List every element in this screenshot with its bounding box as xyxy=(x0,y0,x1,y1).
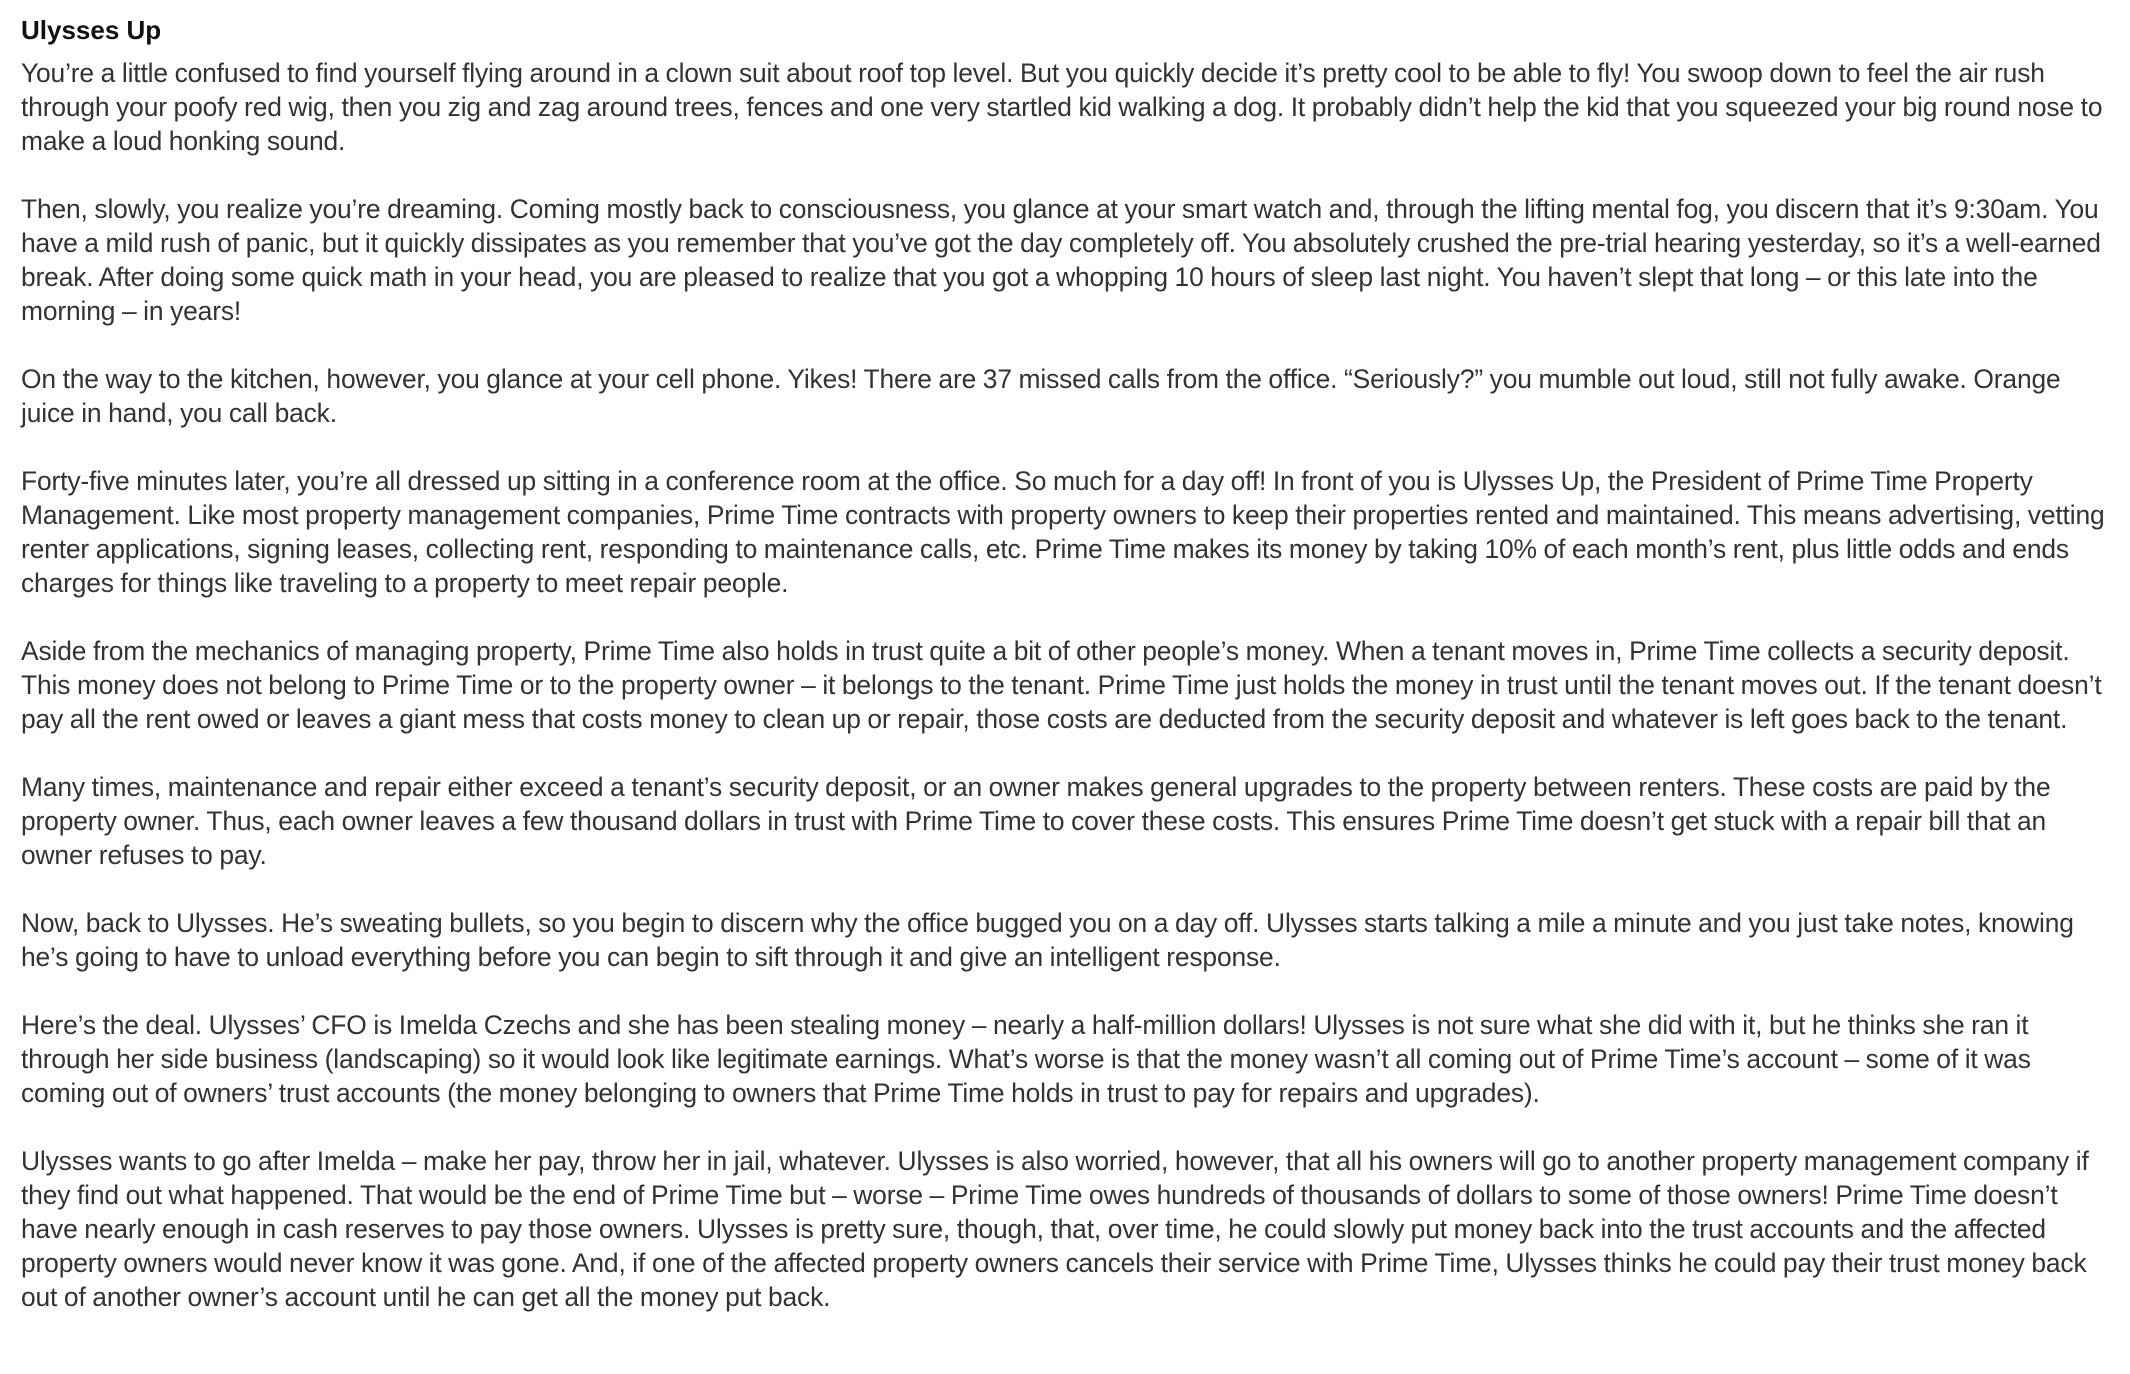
document-page xyxy=(21,13,2111,1314)
document-title: Ulysses Up xyxy=(21,15,162,45)
paragraph-7: Now, back to Ulysses. He’s sweating bullets, so you begin to discern why the office bugged you on a day off. Ulysses starts talking a mile a minute and you just take notes, knowing he’s going to have to unload everything before you can begin to sift through it and give an intelligent response. xyxy=(21,908,2074,972)
paragraph-6: Many times, maintenance and repair either exceed a tenant’s security deposit, or an owner makes general upgrades to the property between renters. These costs are paid by the property owner. Thus, each owner leaves a few thousand dollars in trust with Prime Time to cover these costs. This ensures Prime Time doesn’t get stuck with a repair bill that an owner refuses to pay. xyxy=(21,772,2051,870)
paragraph-4: Forty-five minutes later, you’re all dressed up sitting in a conference room at the office. So much for a day off! In front of you is Ulysses Up, the President of Prime Time Property Management. Like most property management companies, Prime Time contracts with property owners to keep their properties rented and maintained. This means advertising, vetting renter applications, signing leases, collecting rent, responding to maintenance calls, etc. Prime Time makes its money by taking 10% of each month’s rent, plus little odds and ends charges for things like traveling to a property to meet repair people. xyxy=(21,466,2105,598)
paragraph-9: Ulysses wants to go after Imelda – make her pay, throw her in jail, whatever. Ulysses is also worried, however, that all his owners will go to another property management company if they find out what happened. That would be the end of Prime Time but – worse – Prime Time owes hundreds of thousands of dollars to some of those owners! Prime Time doesn’t have nearly enough in cash reserves to pay those owners. Ulysses is pretty sure, though, that, over time, he could slowly put money back into the trust accounts and the affected property owners would never know it was gone. And, if one of the affected property owners cancels their service with Prime Time, Ulysses thinks he could pay their trust money back out of another owner’s account until he can get all the money put back. xyxy=(21,1146,2089,1312)
paragraph-8: Here’s the deal. Ulysses’ CFO is Imelda Czechs and she has been stealing money – nearly a half-million dollars! Ulysses is not sure what she did with it, but he thinks she ran it through her side business (landscaping) so it would look like legitimate earnings. What’s worse is that the money wasn’t all coming out of Prime Time’s account – some of it was coming out of owners’ trust accounts (the money belonging to owners that Prime Time holds in trust to pay for repairs and upgrades). xyxy=(21,1010,2031,1108)
paragraph-2: Then, slowly, you realize you’re dreaming. Coming mostly back to consciousness, you glance at your smart watch and, through the lifting mental fog, you discern that it’s 9:30am. You have a mild rush of panic, but it quickly dissipates as you remember that you’ve got the day completely off. You absolutely crushed the pre-trial hearing yesterday, so it’s a well-earned break. After doing some quick math in your head, you are pleased to realize that you got a whopping 10 hours of sleep last night. You haven’t slept that long – or this late into the morning – in years! xyxy=(21,194,2101,326)
paragraph-3: On the way to the kitchen, however, you glance at your cell phone. Yikes! There are 37 missed calls from the office. “Seriously?” you mumble out loud, still not fully awake. Orange juice in hand, you call back. xyxy=(21,364,2061,428)
paragraph-1: You’re a little confused to find yourself flying around in a clown suit about roof top level. But you quickly decide it’s pretty cool to be able to fly! You swoop down to feel the air rush through your poofy red wig, then you zig and zag around trees, fences and one very startled kid walking a dog. It probably didn’t help the kid that you squeezed your big round nose to make a loud honking sound. xyxy=(21,58,2103,156)
paragraph-5: Aside from the mechanics of managing property, Prime Time also holds in trust quite a bit of other people’s money. When a tenant moves in, Prime Time collects a security deposit. This money does not belong to Prime Time or to the property owner – it belongs to the tenant. Prime Time just holds the money in trust until the tenant moves out. If the tenant doesn’t pay all the rent owed or leaves a giant mess that costs money to clean up or repair, those costs are deducted from the security deposit and whatever is left goes back to the tenant. xyxy=(21,636,2102,734)
